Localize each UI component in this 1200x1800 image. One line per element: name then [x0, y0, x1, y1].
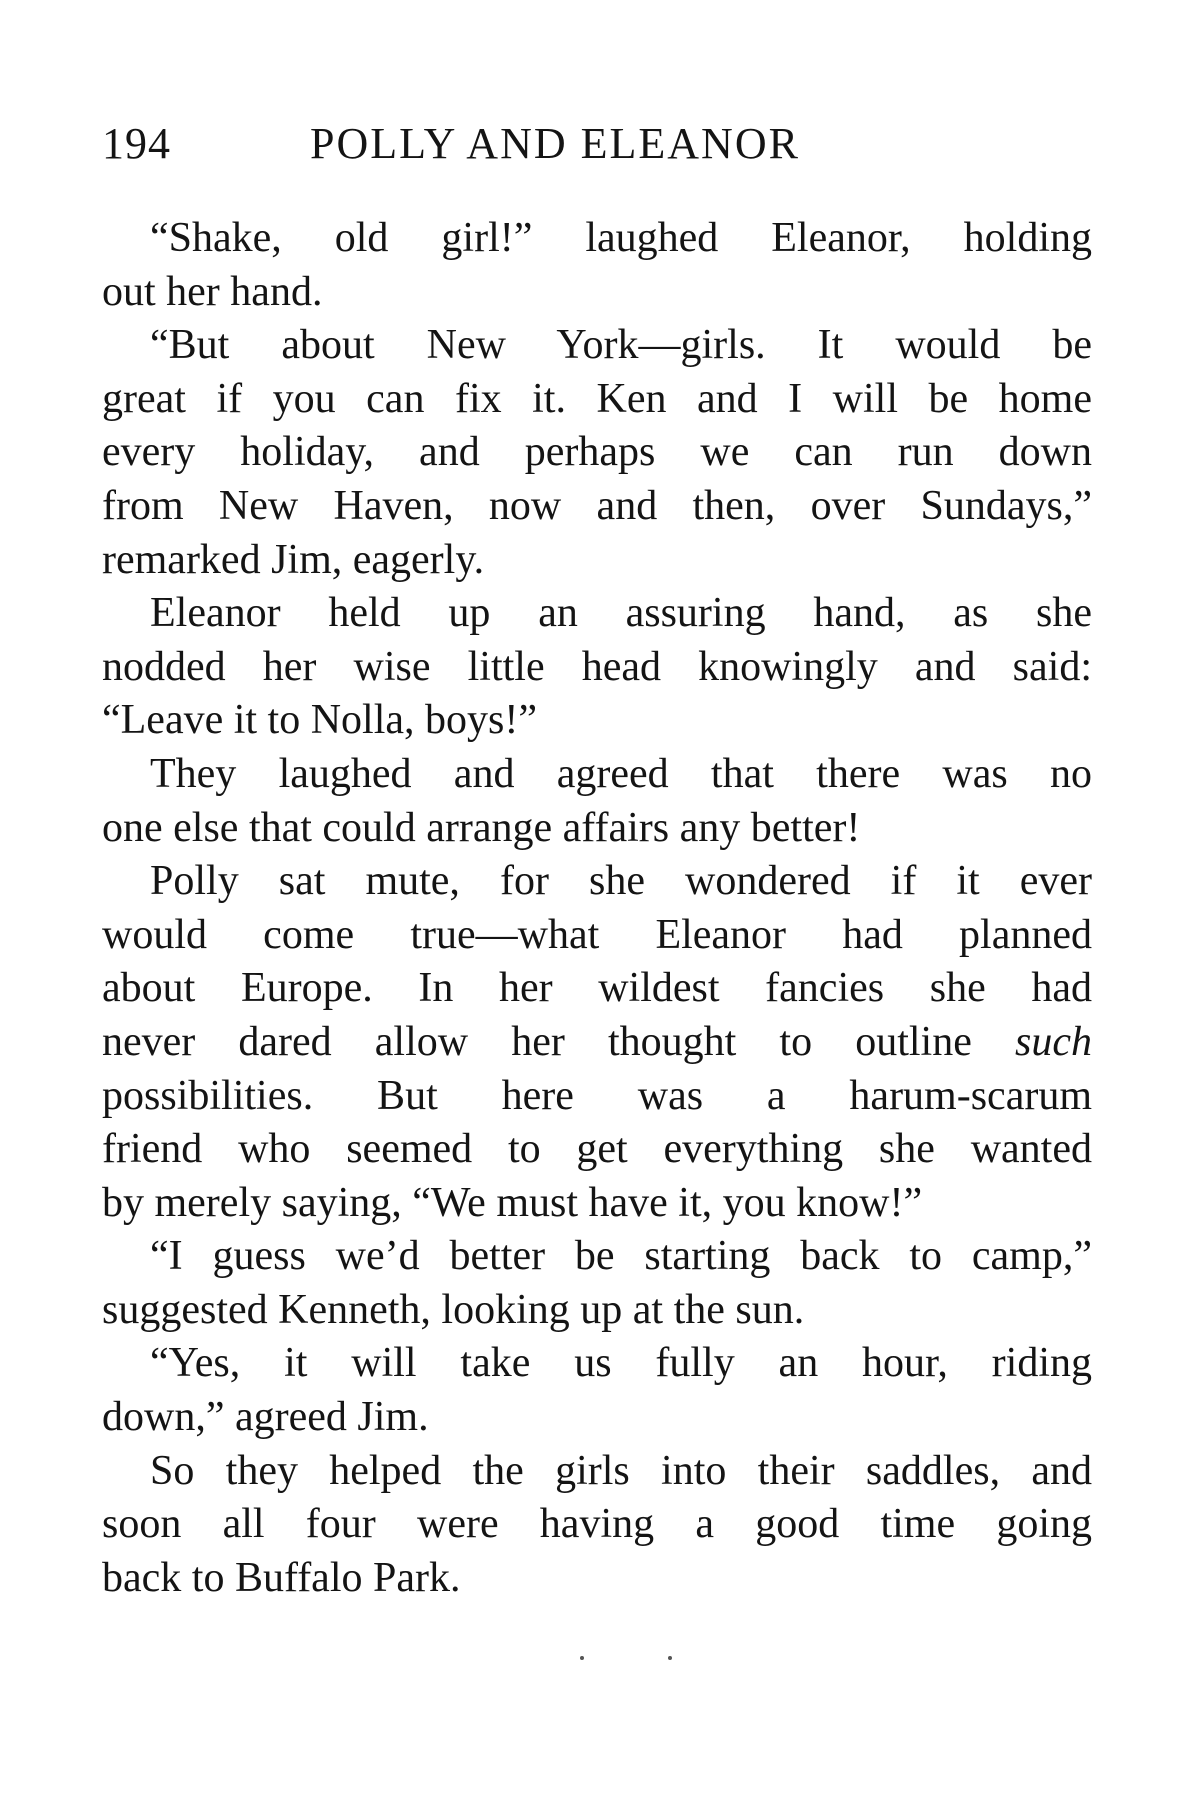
text-line: back to Buffalo Park. [102, 1554, 461, 1601]
running-head [102, 118, 1092, 178]
text-line: great if you can fix it. Ken and I will be home [102, 375, 1092, 422]
text-line: by merely saying, “We must have it, you know!” [102, 1179, 923, 1226]
text-line: about Europe. In her wildest fancies she had [102, 965, 1092, 1012]
text-line: friend who seemed to get everything she wanted [102, 1126, 1092, 1173]
paragraph [102, 319, 1092, 587]
text-line: suggested Kenneth, looking up at the sun. [102, 1286, 805, 1333]
text-line: “But about New York—girls. It would be [150, 322, 1092, 369]
text-line: out her hand. [102, 268, 323, 315]
text-line: They laughed and agreed that there was no [150, 750, 1092, 797]
text-line: one else that could arrange affairs any better! [102, 804, 861, 851]
dot [668, 1656, 672, 1660]
text-line: So they helped the girls into their saddles, and [150, 1447, 1092, 1494]
text-line: would come true—what Eleanor had planned [102, 911, 1092, 958]
paragraph [102, 587, 1092, 748]
text-line: “I guess we’d better be starting back to camp,” [150, 1233, 1092, 1280]
paragraph [102, 1230, 1092, 1337]
text-line: soon all four were having a good time going [102, 1501, 1092, 1548]
text-line: nodded her wise little head knowingly and said: [102, 643, 1092, 690]
paragraph [102, 212, 1092, 319]
text-line: remarked Jim, eagerly. [102, 536, 485, 583]
text-line-with-emphasis [102, 1016, 1092, 1070]
dot [580, 1656, 584, 1660]
paragraph [102, 855, 1092, 1230]
page-end-dots [580, 1652, 690, 1666]
text-line: down,” agreed Jim. [102, 1394, 429, 1441]
paragraph [102, 1337, 1092, 1444]
text-line: Polly sat mute, for she wondered if it ever [150, 858, 1092, 905]
page-number: 194 [102, 119, 171, 168]
body-text [102, 212, 1092, 1605]
text-segment: never dared allow her thought to outline [102, 1018, 972, 1065]
text-line: every holiday, and perhaps we can run down [102, 429, 1092, 476]
text-line: possibilities. But here was a harum-scarum [102, 1072, 1092, 1119]
text-line: “Shake, old girl!” laughed Eleanor, holding [150, 215, 1092, 261]
paragraph [102, 1445, 1092, 1606]
text-line: from New Haven, now and then, over Sundays,” [102, 482, 1092, 529]
paragraph [102, 748, 1092, 855]
emphasized-word: such [1015, 1018, 1092, 1065]
running-title: POLLY AND ELEANOR [310, 119, 800, 168]
text-line: Eleanor held up an assuring hand, as she [150, 590, 1092, 637]
text-line: “Yes, it will take us fully an hour, riding [150, 1340, 1092, 1387]
text-line: “Leave it to Nolla, boys!” [102, 697, 538, 744]
